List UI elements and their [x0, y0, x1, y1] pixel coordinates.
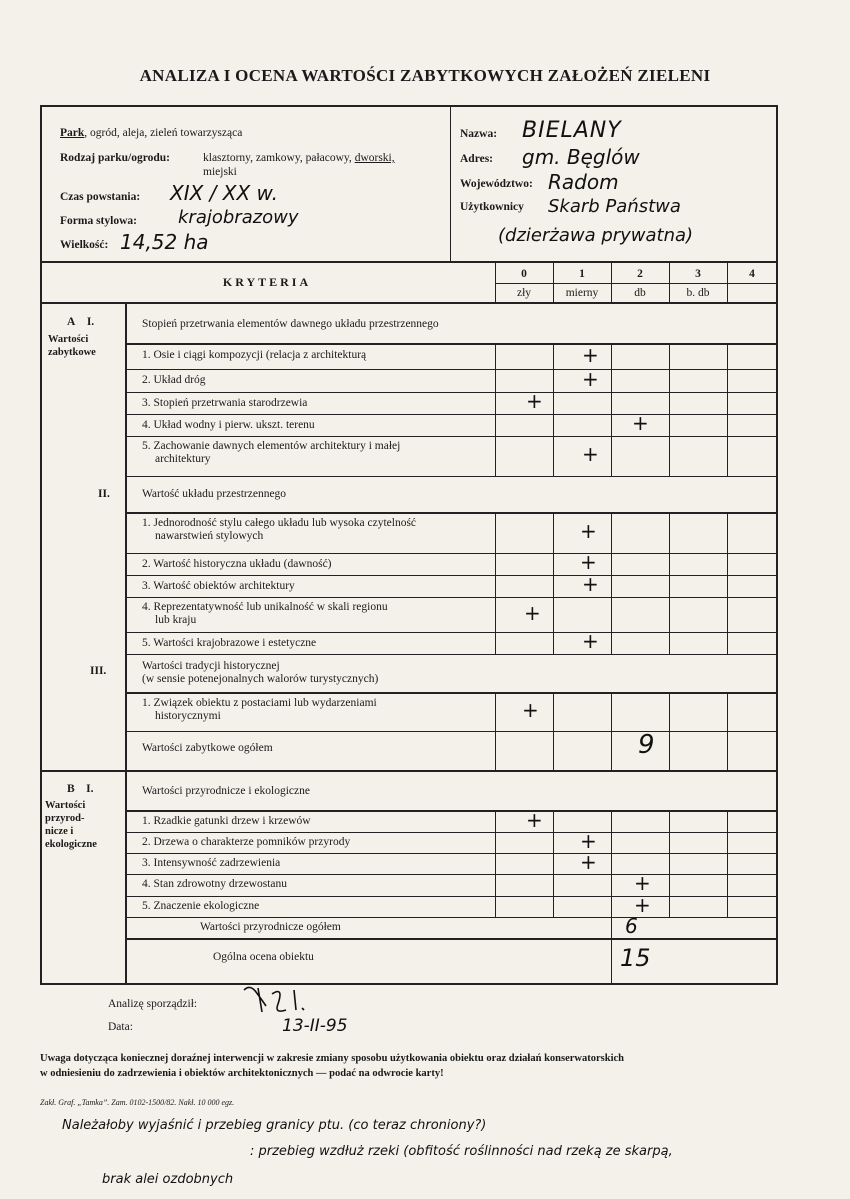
adres-value: gm. Bęglów	[522, 145, 640, 169]
score-cell-line	[495, 693, 496, 731]
row-line	[126, 414, 778, 415]
section-a-bottom-line	[40, 770, 778, 772]
row-line	[126, 896, 778, 897]
score-cell-line	[611, 896, 612, 917]
score-cell-line	[611, 853, 612, 874]
score-cell-line	[553, 896, 554, 917]
data-label: Data:	[108, 1021, 133, 1033]
overall-value: 15	[620, 944, 651, 972]
score-0: 0	[521, 268, 527, 280]
criterion-label: 3. Wartość obiektów architektury	[142, 580, 295, 592]
rodzaj-label: Rodzaj parku/ogrodu:	[60, 152, 171, 164]
criterion-label: 2. Układ dróg	[142, 374, 206, 386]
header-bottom-line	[40, 261, 778, 263]
rodzaj-options: klasztorny, zamkowy, pałacowy, dworski,	[203, 152, 395, 164]
score-cell-line	[553, 369, 554, 392]
score-2: 2	[637, 268, 643, 280]
score-cell-line	[553, 597, 554, 632]
uzytkownicy-label: Użytkownicy	[460, 201, 524, 213]
score-cell-line	[553, 436, 554, 476]
score-cell-line	[611, 392, 612, 414]
row-line	[126, 597, 778, 598]
row-line	[126, 436, 778, 437]
group-2-heading: Wartość układu przestrzennego	[142, 488, 287, 500]
score-mark[interactable]: +	[632, 411, 649, 435]
score-cell-line	[611, 632, 612, 654]
score-cell-line	[611, 874, 612, 896]
criterion-label-cont: lub kraju	[155, 614, 197, 626]
nazwa-value: BIELANY	[522, 118, 622, 143]
score-cell-line	[611, 693, 612, 731]
score-cell-line	[495, 632, 496, 654]
forma-value: krajobrazowy	[178, 207, 299, 228]
score-cell-line	[553, 513, 554, 553]
section-b-total-label: Wartości przyrodnicze ogółem	[200, 921, 341, 933]
score-mark[interactable]: +	[526, 807, 543, 832]
score-cell-line	[669, 853, 670, 874]
wojewodztwo-label: Województwo:	[460, 178, 533, 190]
analiza-label: Analizę sporządził:	[108, 998, 198, 1010]
group-3-heading-2: (w sensie potenejonalnych walorów turystycznych)	[142, 673, 379, 685]
score-mark[interactable]: +	[524, 601, 541, 625]
grade-mierny: mierny	[565, 287, 599, 299]
score-cell-line	[553, 874, 554, 896]
score-cell-line	[495, 811, 496, 832]
score-cell-line	[727, 553, 728, 575]
overall-label: Ogólna ocena obiektu	[213, 951, 314, 963]
total-cell-line	[553, 731, 554, 770]
criterion-label: 5. Wartości krajobrazowe i estetyczne	[142, 637, 317, 649]
score-mark[interactable]: +	[580, 550, 597, 574]
row-line	[126, 369, 778, 370]
section-a-total-value: 9	[638, 730, 655, 760]
score-mark[interactable]: +	[634, 871, 651, 895]
score-cell-line	[727, 896, 728, 917]
score-cell-line	[553, 553, 554, 575]
criterion-label: 4. Stan zdrowotny drzewostanu	[142, 878, 287, 890]
score-cell-line	[669, 344, 670, 369]
score-cell-line	[495, 436, 496, 476]
section-b-rows-end	[126, 917, 778, 918]
section-b-title-2: przyrod-	[45, 813, 85, 824]
criterion-label: 3. Stopień przetrwania starodrzewia	[142, 397, 308, 409]
score-cell-line	[611, 369, 612, 392]
score-cell-line	[611, 832, 612, 853]
score-cell-line	[727, 513, 728, 553]
criteria-bottom-line	[40, 302, 778, 304]
grade-zly: zły	[516, 287, 532, 299]
score-cell-line	[669, 436, 670, 476]
score-cell-line	[611, 344, 612, 369]
criteria-mid-line	[495, 283, 778, 284]
wojewodztwo-value: Radom	[548, 170, 619, 194]
section-b-total-line	[126, 938, 778, 940]
score-cell-line	[495, 853, 496, 874]
score-cell-line	[727, 853, 728, 874]
analyst-signature	[236, 980, 346, 1016]
criteria-label: KRYTERIA	[222, 275, 312, 289]
score-mark[interactable]: +	[582, 367, 599, 391]
criterion-label: 3. Intensywność zadrzewienia	[142, 857, 281, 869]
score-cell-line	[495, 553, 496, 575]
score-cell-line	[669, 575, 670, 597]
row-line	[126, 874, 778, 875]
criterion-label-cont: historycznymi	[155, 710, 221, 722]
criterion-label-cont: nawarstwień stylowych	[155, 530, 264, 542]
score-cell-line	[553, 344, 554, 369]
score-cell-line	[495, 832, 496, 853]
group-2-roman: II.	[98, 488, 110, 500]
score-cell-line	[669, 414, 670, 436]
score-cell-line	[553, 693, 554, 731]
criterion-label: 2. Drzewa o charakterze pomników przyrody	[142, 836, 351, 848]
score-cell-line	[611, 597, 612, 632]
uzytkownicy-value-2: (dzierżawa prywatna)	[498, 225, 694, 246]
nazwa-label: Nazwa:	[460, 128, 498, 140]
handwritten-note-2: : przebieg wzdłuż rzeki (obfitość roślinności nad rzeką ze skarpą,	[250, 1144, 673, 1159]
score-cell-line	[669, 369, 670, 392]
score-cell-line	[495, 575, 496, 597]
wielkosc-value: 14,52 ha	[120, 230, 209, 254]
score-cell-line	[727, 693, 728, 731]
score-cell-line	[495, 344, 496, 369]
rodzaj-opt-miejski: miejski	[203, 166, 237, 178]
score-cell-line	[727, 575, 728, 597]
score-mark[interactable]: +	[580, 849, 597, 874]
col-line-h2	[611, 262, 612, 302]
score-cell-line	[727, 811, 728, 832]
group-3-top-line	[126, 654, 778, 655]
adres-label: Adres:	[460, 153, 494, 165]
total-score-divider	[611, 917, 612, 984]
row-line	[126, 513, 778, 514]
score-cell-line	[727, 392, 728, 414]
total-cell-line	[669, 731, 670, 770]
score-cell-line	[495, 874, 496, 896]
print-info: Zakł. Graf. „Tamka”. Zam. 0102-1500/82. Nakł. 10 000 egz.	[40, 1098, 235, 1107]
group-3-heading: Wartości tradycji historycznej	[142, 660, 280, 672]
total-cell-line	[727, 731, 728, 770]
total-cell-line	[495, 731, 496, 770]
row-line	[126, 632, 778, 633]
score-mark[interactable]: +	[580, 519, 597, 543]
score-cell-line	[553, 414, 554, 436]
section-b-total-value: 6	[625, 914, 638, 938]
score-cell-line	[669, 392, 670, 414]
section-column-divider	[125, 303, 127, 984]
row-line	[126, 553, 778, 554]
score-mark[interactable]: +	[526, 389, 543, 413]
score-cell-line	[669, 513, 670, 553]
row-line	[126, 853, 778, 854]
score-cell-line	[611, 513, 612, 553]
score-cell-line	[553, 811, 554, 832]
row-line	[126, 575, 778, 576]
score-cell-line	[495, 896, 496, 917]
section-a-total-label: Wartości zabytkowe ogółem	[142, 742, 273, 754]
czas-label: Czas powstania:	[60, 191, 141, 203]
forma-label: Forma stylowa:	[60, 215, 137, 227]
score-cell-line	[669, 632, 670, 654]
criterion-label: 4. Układ wodny i pierw. ukszt. terenu	[142, 419, 315, 431]
score-cell-line	[727, 832, 728, 853]
score-mark[interactable]: +	[634, 892, 651, 917]
section-a-code: A I.	[67, 316, 95, 328]
row-line	[126, 832, 778, 833]
score-mark[interactable]: +	[580, 828, 597, 853]
score-cell-line	[611, 575, 612, 597]
row-line	[126, 392, 778, 393]
criterion-label: 4. Reprezentatywność lub unikalność w skali regionu	[142, 601, 388, 613]
criterion-label: 2. Wartość historyczna układu (dawność)	[142, 558, 332, 570]
handwritten-note-3: brak alei ozdobnych	[102, 1172, 234, 1187]
score-cell-line	[669, 811, 670, 832]
score-cell-line	[669, 693, 670, 731]
score-mark[interactable]: +	[582, 572, 599, 596]
section-b-title-4: ekologiczne	[45, 839, 97, 850]
criterion-label: 1. Jednorodność stylu całego układu lub wysoka czytelność	[142, 517, 417, 529]
score-mark[interactable]: +	[522, 698, 539, 722]
grade-db: db	[634, 287, 646, 299]
grade-bdb: b. db	[686, 287, 710, 299]
criterion-label: 1. Związek obiektu z postaciami lub wydarzeniami	[142, 697, 377, 709]
row-line	[126, 693, 778, 694]
score-cell-line	[553, 575, 554, 597]
data-value: 13-II-95	[282, 1016, 348, 1036]
score-cell-line	[495, 513, 496, 553]
col-line-h0	[495, 262, 496, 302]
criterion-label: 1. Rzadkie gatunki drzew i krzewów	[142, 815, 311, 827]
section-a-title-1: Wartości	[48, 334, 89, 345]
score-mark[interactable]: +	[582, 343, 599, 367]
criterion-label: 5. Zachowanie dawnych elementów architektury i małej	[142, 440, 401, 452]
score-cell-line	[727, 369, 728, 392]
score-cell-line	[553, 853, 554, 874]
score-cell-line	[553, 392, 554, 414]
section-b-heading: Wartości przyrodnicze i ekologiczne	[142, 785, 310, 797]
uwaga-line-2: w odniesieniu do zadrzewienia i obiektów architektonicznych — podać na odwrocie karty!	[40, 1068, 444, 1079]
handwritten-note-1: Należałoby wyjaśnić i przebieg granicy ptu. (co teraz chroniony?)	[62, 1118, 487, 1133]
wielkosc-label: Wielkość:	[60, 239, 109, 251]
col-line-h3	[669, 262, 670, 302]
form-title: ANALIZA I OCENA WARTOŚCI ZABYTKOWYCH ZAŁOŻEŃ ZIELENI	[139, 66, 711, 85]
score-cell-line	[669, 597, 670, 632]
score-mark[interactable]: +	[582, 629, 599, 653]
score-cell-line	[727, 632, 728, 654]
score-cell-line	[727, 344, 728, 369]
score-cell-line	[611, 436, 612, 476]
score-cell-line	[495, 369, 496, 392]
uwaga-line-1: Uwaga dotycząca koniecznej doraźnej interwencji w zakresie zmiany sposobu użytkowania obiektu oraz działań konserwatorskich	[40, 1053, 624, 1064]
score-mark[interactable]: +	[582, 442, 599, 466]
score-cell-line	[669, 553, 670, 575]
score-cell-line	[727, 597, 728, 632]
score-cell-line	[495, 392, 496, 414]
section-b-title-3: nicze i	[45, 826, 74, 837]
score-cell-line	[727, 874, 728, 896]
section-b-title-1: Wartości	[45, 800, 86, 811]
section-a-title-2: zabytkowe	[48, 347, 96, 358]
type-line: Park, ogród, aleja, zieleń towarzysząca	[60, 127, 243, 139]
score-1: 1	[579, 268, 585, 280]
score-cell-line	[611, 414, 612, 436]
group-2-top-line	[126, 476, 778, 477]
score-cell-line	[727, 414, 728, 436]
header-divider	[450, 106, 451, 262]
score-cell-line	[669, 896, 670, 917]
score-cell-line	[553, 832, 554, 853]
group-3-roman: III.	[90, 665, 107, 677]
score-cell-line	[669, 832, 670, 853]
czas-value: XIX / XX w.	[170, 181, 278, 205]
row-a-end-line	[126, 731, 778, 732]
col-line-h4	[727, 262, 728, 302]
score-4: 4	[749, 268, 755, 280]
row-line	[126, 811, 778, 812]
col-line-h1	[553, 262, 554, 302]
score-cell-line	[611, 553, 612, 575]
score-cell-line	[495, 414, 496, 436]
criterion-label: 5. Znaczenie ekologiczne	[142, 900, 260, 912]
score-cell-line	[669, 874, 670, 896]
score-cell-line	[495, 597, 496, 632]
score-3: 3	[695, 268, 701, 280]
score-cell-line	[611, 811, 612, 832]
row-line	[126, 344, 778, 345]
group-1-heading: Stopień przetrwania elementów dawnego układu przestrzennego	[142, 318, 439, 330]
section-b-code: B I.	[67, 783, 94, 795]
criterion-label-cont: architektury	[155, 453, 211, 465]
total-cell-line	[611, 731, 612, 770]
criterion-label: 1. Osie i ciągi kompozycji (relacja z architekturą	[142, 349, 367, 361]
score-cell-line	[553, 632, 554, 654]
score-cell-line	[727, 436, 728, 476]
uzytkownicy-value-1: Skarb Państwa	[548, 196, 681, 217]
